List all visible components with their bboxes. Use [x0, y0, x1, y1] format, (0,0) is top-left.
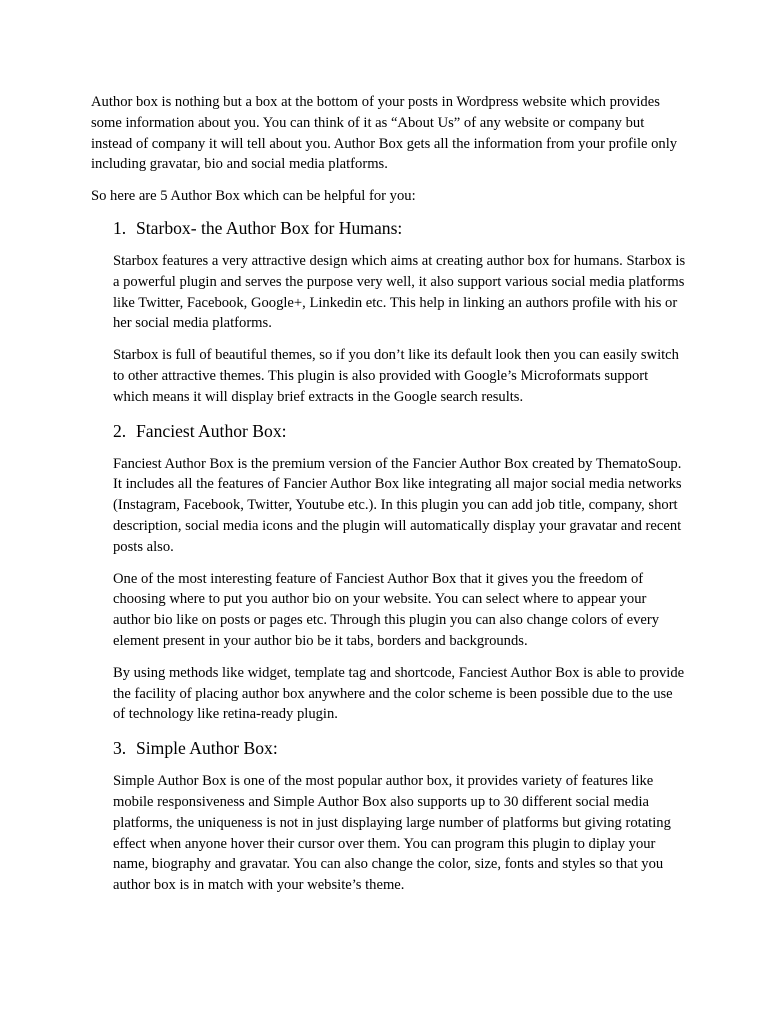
section-title: Fanciest Author Box: [136, 420, 287, 441]
body-paragraph: Fanciest Author Box is the premium version of the Fancier Author Box created by ThematoSoup. It includes all the features of Fancier Author Box like integrating all major social media networks (Instagram, Facebook, Twitter, Youtube etc.). In this plugin you can add job title, company, short description, social media icons and the plugin will automatically display your gravatar and recent posts also. [113, 455, 682, 555]
section-title: Starbox- the Author Box for Humans: [136, 217, 403, 238]
section-fanciest-author-box [91, 420, 687, 726]
intro-paragraph: Author box is nothing but a box at the bottom of your posts in Wordpress website which provides some information about you. You can think of it as “About Us” of any website or company but instead of company it will tell about you. Author Box gets all the information from your profile only including gravatar, bio and social media platforms. [91, 94, 678, 173]
section-heading [113, 737, 687, 759]
section-simple-author-box [91, 737, 687, 896]
section-body [113, 771, 687, 896]
body-paragraph: One of the most interesting feature of Fanciest Author Box that it gives you the freedom of choosing where to put you author bio on your website. You can select where to appear your author bio like on posts or pages etc. Through this plugin you can also change colors of every element present in your author bio be it tabs, borders and backgrounds. [113, 570, 660, 649]
section-body [113, 251, 687, 408]
section-body [113, 454, 687, 726]
document-page [91, 92, 687, 908]
section-heading [113, 217, 687, 239]
section-number: 3. [113, 738, 127, 759]
body-paragraph: By using methods like widget, template tag and shortcode, Fanciest Author Box is able to provide the facility of placing author box anywhere and the color scheme is been possible due to the use of technology like retina-ready plugin. [113, 664, 685, 723]
section-number: 1. [113, 217, 127, 238]
section-title: Simple Author Box: [136, 738, 278, 759]
body-paragraph: Starbox is full of beautiful themes, so if you don’t like its default look then you can easily switch to other attractive themes. This plugin is also provided with Google’s Microformats support which means it will display brief extracts in the Google search results. [113, 347, 679, 405]
section-starbox [91, 217, 687, 408]
section-number: 2. [113, 420, 127, 441]
body-paragraph: Starbox features a very attractive design which aims at creating author box for humans. Starbox is a powerful plugin and serves the purpose very well, it also support various social media platforms like Twitter, Facebook, Google+, Linkedin etc. This help in linking an authors profile with his or her social media platforms. [113, 252, 686, 332]
lead-paragraph: So here are 5 Author Box which can be helpful for you: [91, 188, 416, 205]
body-paragraph: Simple Author Box is one of the most popular author box, it provides variety of features like mobile responsiveness and Simple Author Box also supports up to 30 different social media platforms, the uniqueness is not in just displaying large number of platforms but giving rotating effect when anyone hover their cursor over them. You can program this plugin to diplay your name, biography and gravatar. You can also change the color, size, fonts and styles so that you author box is in match with your website’s theme. [113, 773, 671, 894]
section-heading [113, 420, 687, 442]
